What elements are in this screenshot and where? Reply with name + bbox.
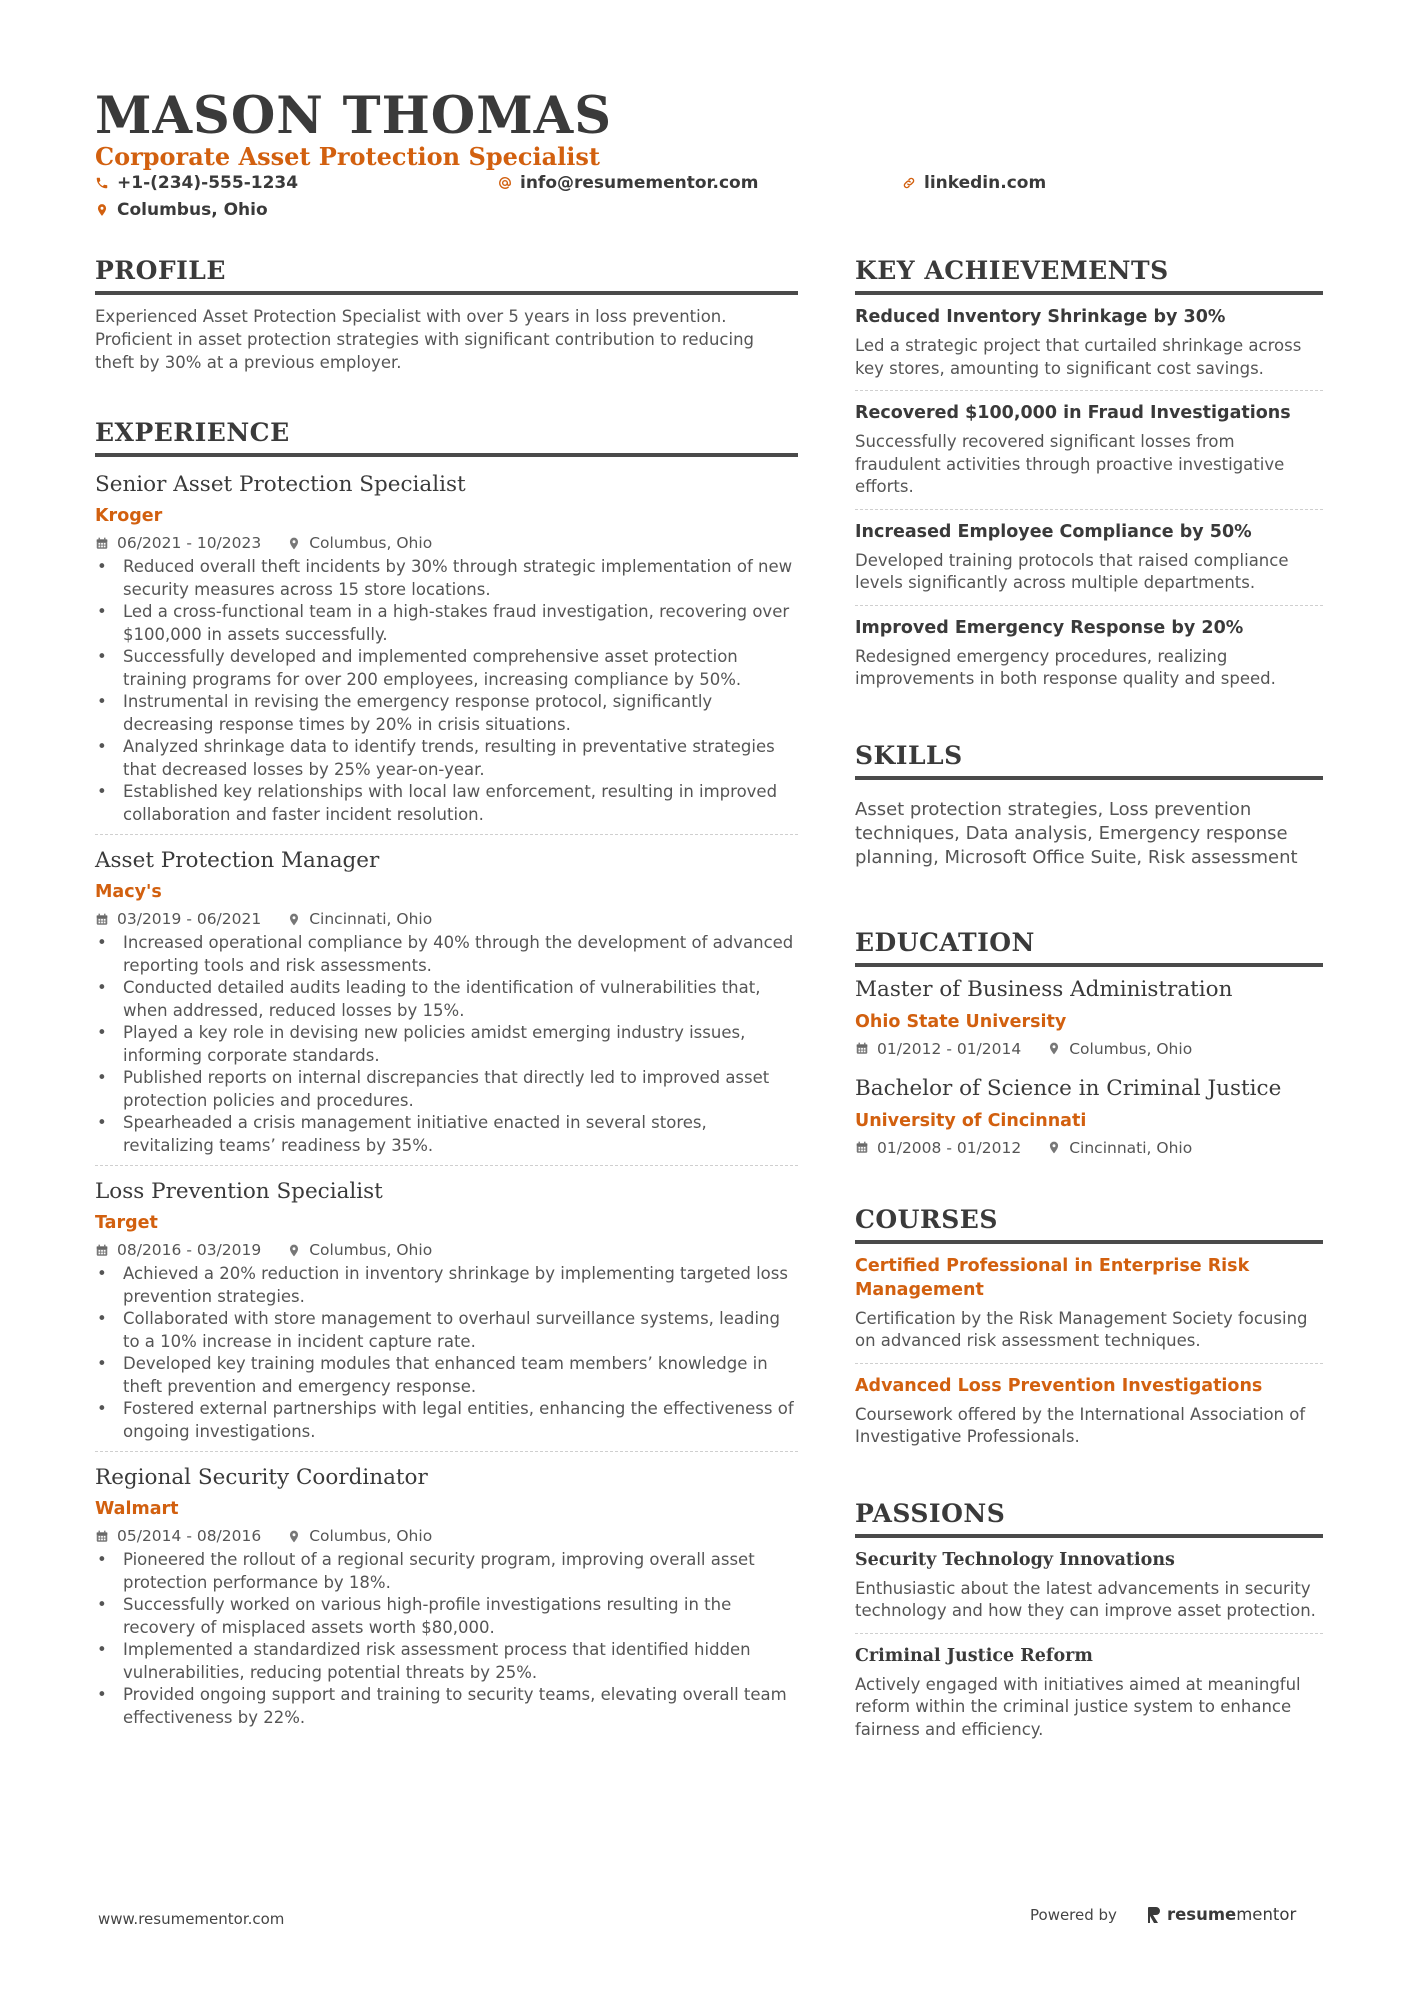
job-bullet: • Pioneered the rollout of a regional security program, improving overall asset protection performance by 18%. [95, 1549, 798, 1594]
achievements-list [855, 295, 1323, 701]
job-meta [95, 1239, 798, 1261]
candidate-role: Corporate Asset Protection Specialist [95, 142, 600, 171]
achievement-item [855, 295, 1323, 391]
education-dates-text: 01/2008 - 01/2012 [877, 1138, 1022, 1157]
course-desc: Certification by the Risk Management Society focusing on advanced risk assessment techniques. [855, 1308, 1308, 1350]
footer-website[interactable]: www.resumementor.com [98, 1910, 285, 1928]
job-meta [95, 532, 798, 554]
course-desc: Coursework offered by the International Association of Investigative Professionals. [855, 1404, 1306, 1446]
job-bullet: • Implemented a standardized risk assessment process that identified hidden vulnerabilities, reducing potential threats by 25%. [95, 1639, 798, 1684]
at-icon [498, 175, 512, 191]
achievement-desc: Successfully recovered significant losses from fraudulent activities through proactive investigative efforts. [855, 432, 1285, 496]
job-bullets [95, 1549, 798, 1729]
candidate-name: MASON THOMAS [95, 86, 613, 146]
passions-heading: PASSIONS [855, 1499, 1323, 1538]
education-heading: EDUCATION [855, 928, 1323, 967]
skills-text: Asset protection strategies, Loss prevention techniques, Data analysis, Emergency response planning, Microsoft Office Suite, Risk assessment [855, 798, 1298, 868]
degree-title: Bachelor of Science in Criminal Justice [855, 1075, 1282, 1101]
education-location [1047, 1038, 1192, 1060]
location-pin-icon [287, 1243, 301, 1258]
achievement-desc: Redesigned emergency procedures, realizing improvements in both response quality and speed. [855, 646, 1276, 688]
school-name: Ohio State University [855, 1011, 1067, 1032]
location-pin-icon [287, 912, 301, 927]
education-dates [855, 1137, 1021, 1159]
experience-item [95, 835, 798, 1166]
job-bullet: • Led a cross-functional team in a high-stakes fraud investigation, recovering over $100,000 in assets successfully. [95, 601, 798, 646]
job-bullet: • Successfully developed and implemented comprehensive asset protection training programs for over 200 employees, increasing compliance by 50%. [95, 646, 798, 691]
profile-text: Experienced Asset Protection Specialist with over 5 years in loss prevention. Proficient in asset protection strategies with significant contribution to reducing theft by 30% at a previous employer. [95, 307, 755, 372]
education-meta [855, 1038, 1323, 1060]
education-location [1047, 1137, 1192, 1159]
brand-logo-icon [1147, 1906, 1161, 1924]
job-dates [95, 532, 261, 554]
job-bullet: • Reduced overall theft incidents by 30% through strategic implementation of new security measures across 15 store locations. [95, 556, 798, 601]
passion-item [855, 1634, 1323, 1752]
course-item [855, 1244, 1323, 1364]
profile-heading: PROFILE [95, 256, 798, 295]
link-icon [902, 175, 916, 191]
passions-section [855, 1499, 1323, 1752]
passion-title: Security Technology Innovations [855, 1549, 1175, 1570]
left-column [95, 256, 798, 1777]
calendar-icon [95, 1529, 109, 1544]
experience-item [95, 1452, 798, 1737]
experience-item [95, 457, 798, 835]
company-name: Macy's [95, 882, 162, 902]
experience-item [95, 1166, 798, 1452]
job-bullet: • Provided ongoing support and training to security teams, elevating overall team effectiveness by 22%. [95, 1684, 798, 1729]
phone-icon [95, 175, 109, 191]
education-dates-text: 01/2012 - 01/2014 [877, 1039, 1022, 1058]
location-text: Columbus, Ohio [117, 200, 268, 220]
email-text: info@resumementor.com [520, 173, 759, 193]
education-item [855, 1066, 1323, 1165]
job-dates [95, 1525, 261, 1547]
education-location-text: Cincinnati, Ohio [1069, 1138, 1193, 1157]
degree-title: Master of Business Administration [855, 976, 1233, 1002]
job-title: Regional Security Coordinator [95, 1465, 428, 1490]
job-location-text: Columbus, Ohio [309, 1241, 433, 1259]
linkedin-text: linkedin.com [924, 173, 1047, 193]
passion-desc: Actively engaged with initiatives aimed at meaningful reform within the criminal justice system to enhance fairness and efficiency. [855, 1674, 1301, 1739]
skills-heading: SKILLS [855, 741, 1323, 780]
job-bullet: • Conducted detailed audits leading to the identification of vulnerabilities that, when addressed, reduced losses by 15%. [95, 977, 798, 1022]
job-location [287, 1525, 432, 1547]
calendar-icon [95, 1243, 109, 1258]
course-title: Certified Professional in Enterprise Risk Management [855, 1255, 1250, 1300]
job-dates [95, 908, 261, 930]
powered-by-text: Powered by [1030, 1905, 1117, 1924]
job-location [287, 1239, 432, 1261]
school-name: University of Cincinnati [855, 1110, 1087, 1131]
courses-section [855, 1205, 1323, 1459]
calendar-icon [855, 1041, 869, 1056]
calendar-icon [95, 912, 109, 927]
job-title: Loss Prevention Specialist [95, 1179, 383, 1204]
location-pin-icon [95, 202, 109, 218]
job-bullet: • Increased operational compliance by 40% through the development of advanced reporting tools and risk assessments. [95, 932, 798, 977]
company-name: Walmart [95, 1499, 179, 1519]
job-location-text: Cincinnati, Ohio [309, 910, 433, 928]
brand-logo[interactable] [1147, 1905, 1296, 1924]
job-dates-text: 08/2016 - 03/2019 [117, 1241, 262, 1259]
achievement-item [855, 606, 1323, 701]
experience-list [95, 457, 798, 1737]
achievement-title: Reduced Inventory Shrinkage by 30% [855, 307, 1226, 327]
job-bullet: • Fostered external partnerships with legal entities, enhancing the effectiveness of ongoing investigations. [95, 1398, 798, 1443]
job-meta [95, 1525, 798, 1547]
achievement-title: Improved Emergency Response by 20% [855, 617, 1244, 638]
job-location [287, 532, 432, 554]
job-bullet: • Spearheaded a crisis management initiative enacted in several stores, revitalizing teams’ readiness by 35%. [95, 1112, 798, 1157]
education-location-text: Columbus, Ohio [1069, 1039, 1193, 1058]
achievements-section [855, 256, 1323, 701]
achievement-title: Recovered $100,000 in Fraud Investigations [855, 403, 1291, 423]
education-dates [855, 1038, 1021, 1060]
education-item [855, 967, 1323, 1066]
courses-heading: COURSES [855, 1205, 1323, 1244]
job-bullets [95, 556, 798, 826]
education-section [855, 928, 1323, 1165]
job-dates-text: 06/2021 - 10/2023 [117, 534, 262, 552]
contact-email[interactable] [498, 172, 758, 194]
location-pin-icon [287, 536, 301, 551]
company-name: Kroger [95, 506, 163, 526]
job-bullets [95, 932, 798, 1157]
location-pin-icon [287, 1529, 301, 1544]
company-name: Target [95, 1213, 158, 1233]
brand-mentor-text: mentor [1236, 1905, 1297, 1924]
contact-phone [95, 172, 298, 194]
course-title: Advanced Loss Prevention Investigations [855, 1375, 1263, 1396]
skills-section [855, 741, 1323, 870]
job-bullet: • Analyzed shrinkage data to identify trends, resulting in preventative strategies that decreased losses by 25% year-on-year. [95, 736, 798, 781]
job-location-text: Columbus, Ohio [309, 1527, 433, 1545]
experience-section [95, 418, 798, 1737]
location-pin-icon [1047, 1041, 1061, 1056]
brand-resume-text: resume [1166, 1905, 1237, 1924]
profile-section [95, 256, 798, 374]
job-meta [95, 908, 798, 930]
education-list [855, 967, 1323, 1165]
calendar-icon [855, 1140, 869, 1155]
job-bullet: • Achieved a 20% reduction in inventory shrinkage by implementing targeted loss prevention strategies. [95, 1263, 798, 1308]
job-dates-text: 03/2019 - 06/2021 [117, 910, 262, 928]
job-bullets [95, 1263, 798, 1443]
achievement-title: Increased Employee Compliance by 50% [855, 521, 1252, 542]
job-dates [95, 1239, 261, 1261]
achievement-item [855, 391, 1323, 510]
job-bullet: • Played a key role in devising new policies amidst emerging industry issues, informing corporate standards. [95, 1022, 798, 1067]
job-bullet: • Developed key training modules that enhanced team members’ knowledge in theft prevention and emergency response. [95, 1353, 798, 1398]
passion-desc: Enthusiastic about the latest advancements in security technology and how they can improve asset protection. [855, 1578, 1316, 1620]
achievements-heading: KEY ACHIEVEMENTS [855, 256, 1323, 295]
job-bullet: • Established key relationships with local law enforcement, resulting in improved collaboration and faster incident resolution. [95, 781, 798, 826]
contact-linkedin[interactable] [902, 172, 1046, 194]
achievement-desc: Led a strategic project that curtailed shrinkage across key stores, amounting to significant cost savings. [855, 336, 1302, 378]
footer-powered [1030, 1905, 1296, 1924]
job-title: Asset Protection Manager [95, 848, 380, 873]
job-bullet: • Successfully worked on various high-profile investigations resulting in the recovery of misplaced assets worth $80,000. [95, 1594, 798, 1639]
location-pin-icon [1047, 1140, 1061, 1155]
job-dates-text: 05/2014 - 08/2016 [117, 1527, 262, 1545]
phone-text: +1-(234)-555-1234 [117, 173, 299, 193]
contact-location [95, 199, 268, 221]
passion-item [855, 1538, 1323, 1634]
courses-list [855, 1244, 1323, 1459]
passions-list [855, 1538, 1323, 1752]
right-column [855, 256, 1323, 1791]
achievement-item [855, 510, 1323, 606]
achievement-desc: Developed training protocols that raised compliance levels significantly across multiple departments. [855, 550, 1289, 592]
education-meta [855, 1137, 1323, 1159]
job-bullet: • Published reports on internal discrepancies that directly led to improved asset protection policies and procedures. [95, 1067, 798, 1112]
experience-heading: EXPERIENCE [95, 418, 798, 457]
job-bullet: • Collaborated with store management to overhaul surveillance systems, leading to a 10% increase in incident capture rate. [95, 1308, 798, 1353]
job-title: Senior Asset Protection Specialist [95, 472, 466, 497]
job-bullet: • Instrumental in revising the emergency response protocol, significantly decreasing response times by 20% in crisis situations. [95, 691, 798, 736]
calendar-icon [95, 536, 109, 551]
job-location [287, 908, 432, 930]
course-item [855, 1364, 1323, 1459]
job-location-text: Columbus, Ohio [309, 534, 433, 552]
passion-title: Criminal Justice Reform [855, 1645, 1093, 1666]
